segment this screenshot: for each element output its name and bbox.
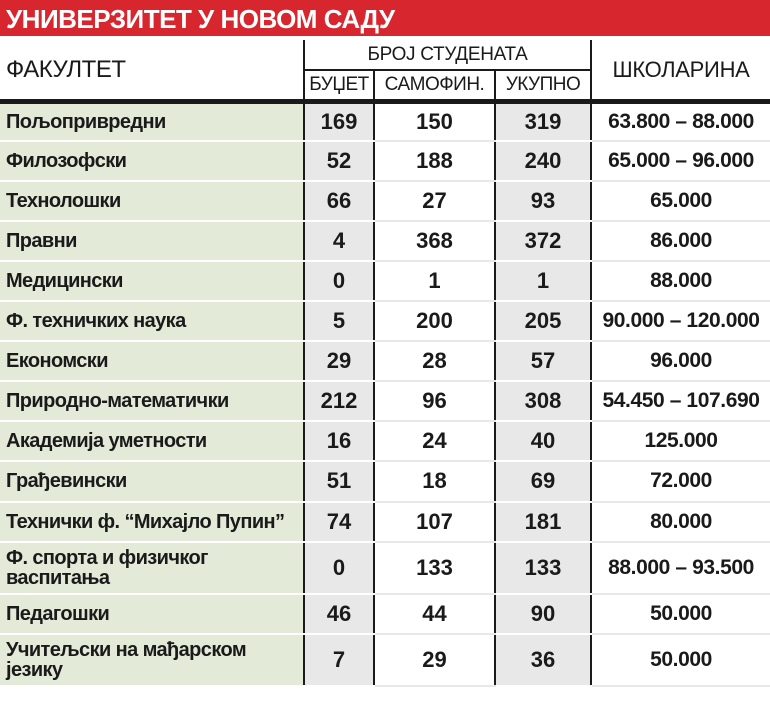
faculty-name: Грађевински — [0, 461, 304, 502]
total-count: 40 — [495, 421, 591, 461]
table-row — [0, 221, 770, 261]
faculty-name: Медицински — [0, 261, 304, 301]
total-count: 90 — [495, 594, 591, 634]
total-count: 205 — [495, 301, 591, 341]
tuition-value: 96.000 — [591, 341, 770, 381]
table-row — [0, 502, 770, 542]
table-row — [0, 141, 770, 181]
table-row — [0, 341, 770, 381]
selffin-count: 27 — [374, 181, 495, 221]
faculty-name: Технолошки — [0, 181, 304, 221]
budget-count: 4 — [304, 221, 374, 261]
selffin-count: 1 — [374, 261, 495, 301]
faculty-name: Ф. техничких наука — [0, 301, 304, 341]
budget-count: 169 — [304, 102, 374, 141]
table-row — [0, 594, 770, 634]
tuition-value: 50.000 — [591, 594, 770, 634]
tuition-value: 54.450 – 107.690 — [591, 381, 770, 421]
tuition-value: 88.000 – 93.500 — [591, 542, 770, 594]
table-row — [0, 542, 770, 594]
tuition-value: 65.000 — [591, 181, 770, 221]
header-selffin: САМОФИН. — [374, 70, 495, 102]
faculty-name: Филозофски — [0, 141, 304, 181]
total-count: 308 — [495, 381, 591, 421]
table-row — [0, 421, 770, 461]
faculty-name: Ф. спорта и физичког васпитања — [0, 542, 304, 594]
table-row — [0, 301, 770, 341]
selffin-count: 96 — [374, 381, 495, 421]
budget-count: 66 — [304, 181, 374, 221]
budget-count: 0 — [304, 261, 374, 301]
table-title: УНИВЕРЗИТЕТ У НОВОМ САДУ — [0, 0, 770, 38]
total-count: 372 — [495, 221, 591, 261]
tuition-value: 88.000 — [591, 261, 770, 301]
budget-count: 5 — [304, 301, 374, 341]
total-count: 69 — [495, 461, 591, 502]
total-count: 57 — [495, 341, 591, 381]
faculty-name: Академија уметности — [0, 421, 304, 461]
tuition-value: 80.000 — [591, 502, 770, 542]
faculty-name: Технички ф. “Михајло Пупин” — [0, 502, 304, 542]
tuition-value: 90.000 – 120.000 — [591, 301, 770, 341]
selffin-count: 150 — [374, 102, 495, 141]
total-count: 181 — [495, 502, 591, 542]
selffin-count: 368 — [374, 221, 495, 261]
selffin-count: 29 — [374, 634, 495, 686]
total-count: 36 — [495, 634, 591, 686]
table-row — [0, 461, 770, 502]
budget-count: 212 — [304, 381, 374, 421]
selffin-count: 200 — [374, 301, 495, 341]
tuition-value: 86.000 — [591, 221, 770, 261]
budget-count: 46 — [304, 594, 374, 634]
student-table — [0, 40, 770, 687]
selffin-count: 28 — [374, 341, 495, 381]
selffin-count: 133 — [374, 542, 495, 594]
selffin-count: 18 — [374, 461, 495, 502]
header-total: УКУПНО — [495, 70, 591, 102]
table-row — [0, 634, 770, 686]
table-row — [0, 381, 770, 421]
total-count: 93 — [495, 181, 591, 221]
faculty-name: Педагошки — [0, 594, 304, 634]
selffin-count: 107 — [374, 502, 495, 542]
budget-count: 74 — [304, 502, 374, 542]
header-students: БРОЈ СТУДЕНАТА — [304, 40, 591, 70]
budget-count: 51 — [304, 461, 374, 502]
table-row — [0, 261, 770, 301]
budget-count: 7 — [304, 634, 374, 686]
tuition-value: 50.000 — [591, 634, 770, 686]
tuition-value: 65.000 – 96.000 — [591, 141, 770, 181]
header-faculty: ФАКУЛТЕТ — [0, 40, 304, 102]
budget-count: 16 — [304, 421, 374, 461]
faculty-name: Економски — [0, 341, 304, 381]
faculty-name: Учитељски на мађарском језику — [0, 634, 304, 686]
budget-count: 29 — [304, 341, 374, 381]
tuition-value: 125.000 — [591, 421, 770, 461]
header-tuition: ШКОЛАРИНА — [591, 40, 770, 102]
table-row — [0, 102, 770, 141]
total-count: 1 — [495, 261, 591, 301]
selffin-count: 24 — [374, 421, 495, 461]
faculty-name: Природно-математички — [0, 381, 304, 421]
selffin-count: 188 — [374, 141, 495, 181]
budget-count: 0 — [304, 542, 374, 594]
total-count: 133 — [495, 542, 591, 594]
table-row — [0, 181, 770, 221]
selffin-count: 44 — [374, 594, 495, 634]
budget-count: 52 — [304, 141, 374, 181]
total-count: 240 — [495, 141, 591, 181]
faculty-name: Правни — [0, 221, 304, 261]
tuition-value: 63.800 – 88.000 — [591, 102, 770, 141]
total-count: 319 — [495, 102, 591, 141]
header-budget: БУЏЕТ — [304, 70, 374, 102]
faculty-name: Пољопривредни — [0, 102, 304, 141]
tuition-value: 72.000 — [591, 461, 770, 502]
